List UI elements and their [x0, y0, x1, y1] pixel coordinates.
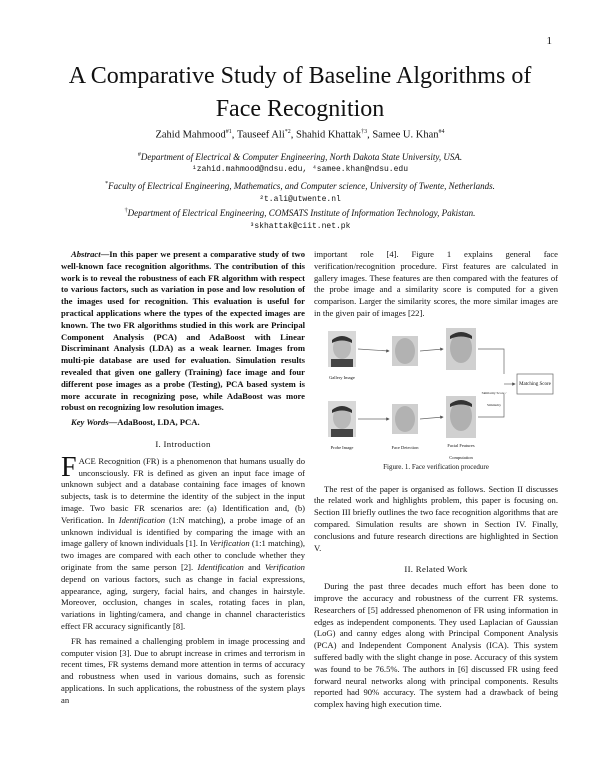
- keywords: [61, 417, 305, 429]
- title-line-1: A Comparative Study of Baseline Algorithms of: [68, 63, 532, 89]
- author-name: Tauseef Ali: [236, 129, 285, 141]
- affiliation-emails: ³skhattak@ciit.net.pk: [249, 222, 351, 231]
- author-name: Samee U. Khan: [372, 129, 439, 141]
- keywords-text: —AdaBoost, LDA, PCA.: [108, 417, 200, 428]
- author-mark: #1: [225, 129, 232, 135]
- facial-features-label: Facial Features Computation: [447, 442, 475, 460]
- arrow: [478, 349, 504, 374]
- affiliation: [30, 208, 570, 218]
- affiliation-emails: ¹zahid.mahmood@ndsu.edu, ⁴samee.khan@ndsu.edu: [191, 165, 409, 174]
- title-line-2: Face Recognition: [215, 96, 385, 122]
- affiliation: [30, 152, 570, 162]
- affiliation-text: Department of Electrical & Computer Engineering, North Dakota State University, USA.: [140, 152, 463, 162]
- intro-text: ACE Recognition (FR) is a phenomenon that humans usually do unconsciously. FR is defined as given an input face image of unknown subject and a database containing face images of known subjects, task is to determine the identity of the subject in the input image. Two basic FR scenarios are: (a) Identification and, (b) Verification. In: [61, 455, 305, 525]
- paper-title: [50, 60, 550, 126]
- arrow: [420, 417, 443, 419]
- page-number: 1: [546, 35, 552, 47]
- affiliation-emails: ²t.ali@utwente.nl: [259, 195, 341, 204]
- keywords-label: Key Words: [71, 417, 109, 428]
- affiliation-mark: †: [124, 208, 128, 214]
- section-heading-related-work: II. Related Work: [404, 564, 468, 575]
- related-work-paragraph: During the past three decades much effort has been done to improve the accuracy and robustness of the current FR systems. Researchers of [5] addressed phenomenon of FR using information in edges as independent components. They used Laplacian of Gaussian (LoG) and canny edges along with Principal Component Analysis (PCA) and Independent Component Analysis (ICA). This system suffered badly with the slight change in pose. Accuracy of this system was found to be 76.5%. The authors in [6] discussed FR using feed forward neural networks along with principal components. Results reported had 90% accuracy. The system had a drawback of being complex having high execution time.: [314, 581, 558, 710]
- detected-face-gallery: [392, 336, 418, 366]
- affiliation-mark: #: [137, 152, 141, 158]
- intro-emphasis: Identification: [118, 514, 166, 525]
- abstract-label: Abstract: [71, 249, 101, 259]
- right-paragraph-1: important role [4]. Figure 1 explains general face verification/recognition procedure. First features are calculated in gallery images. These features are then compared with the features of the probe image and a similarity score is computed for a given comparison. Larger the similarity scores, the more similar images are in the given pair of images [22].: [314, 249, 558, 318]
- author-name: Shahid Khattak: [296, 129, 362, 141]
- affiliation-text: Faculty of Electrical Engineering, Mathematics, and Computer science, University of Twente, Netherlands.: [108, 181, 495, 191]
- author-name: Zahid Mahmood: [155, 129, 226, 141]
- left-column: [61, 249, 305, 709]
- author-list: Zahid Mahmood$^{\#1}$, Tauseef Ali$^{*2}$, Shahid Khattak$^{\dagger 3}$, Samee U. Khan$^{\#4}$: [155, 129, 445, 141]
- intro-text: (1:N matching), a probe image of an unknown individual is identified by comparing the image with an image gallery of known individuals [1]. In: [61, 514, 305, 549]
- right-paragraph-2: The rest of the paper is organised as follows. Section II discusses the related work and highlights problem, this paper is focusing on. Section III briefly outlines the two face recognition algorithms that are compared. Simulation results are shown in Section IV. Finally, conclusions and future research directions are highlighted in Section V.: [314, 483, 558, 553]
- intro-emphasis: Verification: [264, 561, 305, 572]
- similarity-label: Similarity Score / Similarity: [481, 390, 507, 407]
- feature-face-gallery: [446, 328, 476, 370]
- face-detection-label: Face Detection: [391, 444, 419, 450]
- intro-paragraph-2: FR has remained a challenging problem in image processing and computer vision [3]. Due to abrupt increase in crimes and terrorism in recent times, FR systems demand more attention in terms of accuracy and robustness when used in various domains, such as forensic applications. In such applications, the robustness of the system plays an: [61, 635, 305, 705]
- detected-face-probe: [392, 404, 418, 434]
- intro-text: depend on various factors, such as change in facial expressions, appearance, aging, surgery, facial hairs, and changes in hairstyle. Moreover, occlusion, changes in scales, rotating faces in plan, variations in lighting/camera, and change in channel characteristics effect FR accuracy significantly [8].: [61, 573, 305, 631]
- author-mark: *2: [284, 129, 291, 135]
- figure-1: [314, 326, 558, 460]
- author-mark: †3: [361, 129, 368, 135]
- arrow: [420, 349, 443, 351]
- matching-score-label: Matching Score: [519, 381, 551, 387]
- intro-emphasis: Verification: [209, 538, 250, 549]
- drop-cap: F: [61, 451, 77, 483]
- intro-emphasis: Identification: [197, 561, 244, 572]
- right-column: [314, 249, 558, 714]
- gallery-image-label: Gallery Image: [329, 374, 355, 380]
- feature-face-probe: [446, 396, 476, 438]
- author-mark: #4: [438, 129, 445, 135]
- arrow: [358, 349, 389, 351]
- figure-caption: Figure. 1. Face verification procedure: [383, 462, 489, 471]
- intro-text: and: [243, 561, 265, 572]
- abstract: [61, 249, 305, 414]
- probe-face-image: [328, 401, 356, 437]
- affiliation-text: Department of Electrical Engineering, COMSATS Institute of Information Technology, Pakistan.: [127, 208, 476, 218]
- gallery-face-image: [328, 331, 356, 367]
- intro-paragraph-1: [61, 451, 305, 633]
- face-verification-diagram: [314, 326, 558, 456]
- affiliation-mark: *: [105, 181, 109, 187]
- intro-text: (1:1 matching), two images are compared with each other to conclude whether they originate from the same person [2].: [61, 538, 305, 572]
- affiliation: [30, 181, 570, 191]
- abstract-text: —In this paper we present a comparative study of two well-known face recognition algorithms. The contribution of this work is to reveal the robustness of each FR algorithm with respect to various factors, such as variation in pose and low resolution of the images used for recognition. This evaluation is useful for practical applications where the types of the expected images are known. The two FR algorithms studied in this work are Principal Component Analysis (PCA) and AdaBoost with Linear Discriminant Analysis (LDA) as a weak learner. Images from multi-pie database are used for evaluation. Simulation results revealed that given one gallery (Training) face image and four different pose images as a probe (Testing), PCA based system is more accurate in recognizing pose, while AdaBoost was more robust on recognizing low resolution images.: [61, 249, 305, 413]
- probe-image-label: Probe Image: [330, 444, 354, 450]
- section-heading-introduction: I. Introduction: [155, 438, 211, 449]
